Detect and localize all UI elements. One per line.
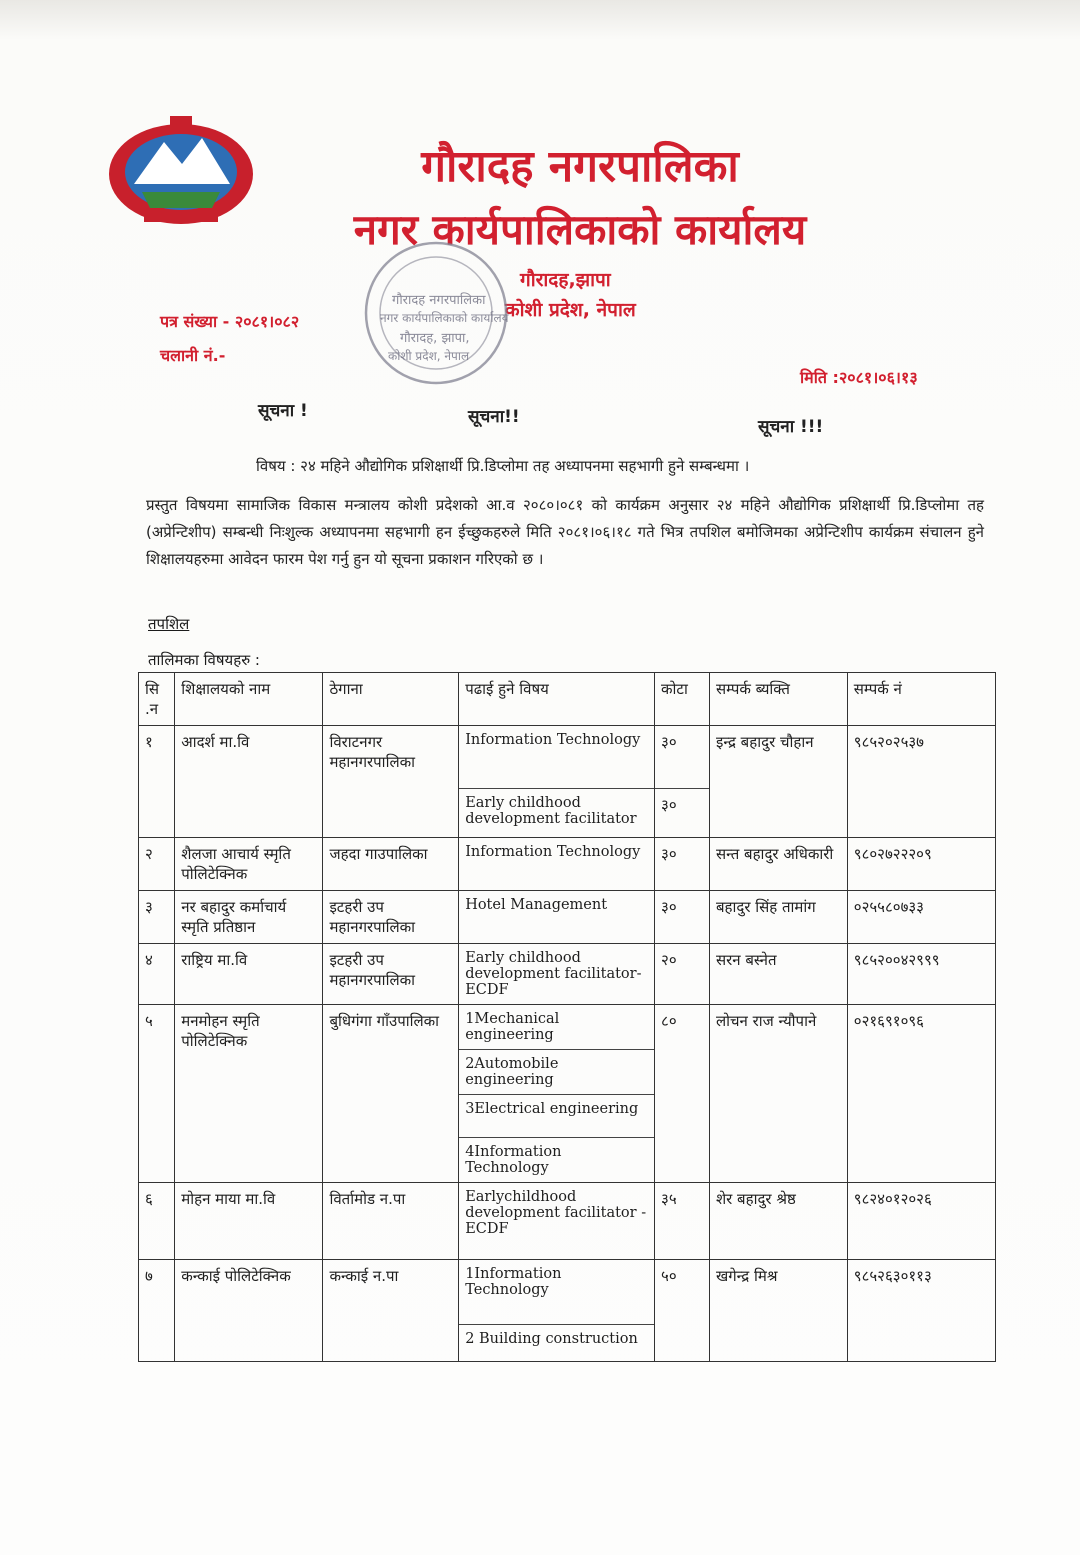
row-quota: ३० <box>655 891 710 944</box>
row-subjects: Hotel Management <box>459 891 655 944</box>
col-header-quota: कोटा <box>655 673 710 726</box>
reference-number: पत्र संख्या - २०८१।०८२ <box>160 312 300 331</box>
stamp-text-4: कोशी प्रदेश, नेपाल <box>388 349 470 363</box>
subject-item: 1Information Technology <box>459 1260 654 1325</box>
row-quota: ५० <box>655 1260 710 1362</box>
letter-subject: विषय : २४ महिने औद्योगिक प्रशिक्षार्थी प्रि.डिप्लोमा तह अध्यापनमा सहभागी हुने सम्बन्धमा । <box>256 457 750 475</box>
row-quota: २० <box>655 944 710 1005</box>
table-header-row <box>139 673 996 726</box>
table-row <box>139 1183 996 1260</box>
row-contact-number: ९८०२७२२२०९ <box>847 838 995 891</box>
col-header-sn: सि .न <box>139 673 175 726</box>
row-sn: १ <box>139 726 175 838</box>
dispatch-number: चलानी नं.- <box>160 346 226 365</box>
notice-heading-1: सूचना ! <box>258 401 308 421</box>
row-quota: ३५ <box>655 1183 710 1260</box>
subject-item: 2Automobile engineering <box>459 1050 654 1095</box>
row-contact-person: शेर बहादुर श्रेष्ठ <box>709 1183 847 1260</box>
stamp-text-2: नगर कार्यपालिकाको कार्यालय <box>380 311 509 325</box>
col-header-contact-person: सम्पर्क ब्यक्ति <box>709 673 847 726</box>
row-school: नर बहादुर कर्माचार्य स्मृति प्रतिष्ठान <box>175 891 323 944</box>
row-sn: ३ <box>139 891 175 944</box>
row-contact-number: ९८२४०१२०२६ <box>847 1183 995 1260</box>
row-subjects: Information Technology <box>459 838 655 891</box>
row-sn: ७ <box>139 1260 175 1362</box>
row-address: विराटनगर महानगरपालिका <box>323 726 459 838</box>
row-subjects <box>459 1005 655 1183</box>
row-subjects: Earlychildhood development facilitator -ECDF <box>459 1183 655 1260</box>
notice-heading-2: सूचना!! <box>468 407 520 427</box>
row-address: इटहरी उप महानगरपालिका <box>323 891 459 944</box>
row-quota: ८० <box>655 1005 710 1183</box>
table-row <box>139 1005 996 1183</box>
row-contact-person: इन्द्र बहादुर चौहान <box>709 726 847 838</box>
row-subjects: Early childhood development facilitator-ECDF <box>459 944 655 1005</box>
row-school: राष्ट्रिय मा.वि <box>175 944 323 1005</box>
address-line-1: गौरादह,झापा <box>520 269 611 291</box>
row-contact-person: सरन बस्नेत <box>709 944 847 1005</box>
col-header-school: शिक्षालयको नाम <box>175 673 323 726</box>
letter-date: मिति :२०८१।०६।१३ <box>800 368 918 387</box>
address-line-2: कोशी प्रदेश, नेपाल <box>505 299 636 321</box>
table-row <box>139 1260 996 1362</box>
letter-body: प्रस्तुत विषयमा सामाजिक विकास मन्त्रालय कोशी प्रदेशको आ.व २०८०।०८१ को कार्यक्रम अनुसार २४ महिने औद्योगिक प्रशिक्षार्थी प्रि.डिप्लोमा तह (अप्रेन्टिशीप) सम्बन्धी निःशुल्क अध्यापनमा सहभागी हन ईच्छुकहरुले मिति २०८१।०६।१८ गते भित्र तपशिल बमोजिमका अप्रेन्टिशीप कार्यक्रम संचालन हुने शिक्षालयहरुमा आवेदन फारम पेश गर्नु हुन यो सूचना प्रकाशन गरिएको छ । <box>146 496 984 568</box>
table-row <box>139 726 996 838</box>
stamp-text-3: गौरादह, झापा, <box>400 331 470 346</box>
quota-item: ३० <box>661 796 677 814</box>
notice-heading-3: सूचना !!! <box>758 417 824 437</box>
stamp-text-1: गौरादह नगरपालिका <box>392 293 486 308</box>
row-address: कन्काई न.पा <box>323 1260 459 1362</box>
row-subjects <box>459 1260 655 1362</box>
subject-item: 2 Building construction <box>465 1331 638 1347</box>
col-header-contact-number: सम्पर्क नं <box>847 673 995 726</box>
row-contact-person: सन्त बहादुर अधिकारी <box>709 838 847 891</box>
row-contact-number: ०२५५८०७३३ <box>847 891 995 944</box>
subject-item: Early childhood development facilitator <box>465 795 637 827</box>
row-school: मोहन माया मा.वि <box>175 1183 323 1260</box>
row-quota <box>655 726 710 838</box>
row-school: मनमोहन स्मृति पोलिटेक्निक <box>175 1005 323 1183</box>
row-address: विर्तामोड न.पा <box>323 1183 459 1260</box>
training-heading: तालिमका विषयहरु : <box>148 651 260 669</box>
row-contact-person: लोचन राज न्यौपाने <box>709 1005 847 1183</box>
subject-item: 3Electrical engineering <box>459 1095 654 1138</box>
col-header-subject: पढाई हुने विषय <box>459 673 655 726</box>
row-sn: ५ <box>139 1005 175 1183</box>
office-stamp-icon <box>352 238 520 388</box>
training-table <box>138 672 996 1362</box>
row-address: जहदा गाउपालिका <box>323 838 459 891</box>
subject-item: Information Technology <box>459 726 654 789</box>
row-address: इटहरी उप महानगरपालिका <box>323 944 459 1005</box>
quota-item: ३० <box>655 726 709 789</box>
row-quota: ३० <box>655 838 710 891</box>
row-contact-number: ९८५२०२५३७ <box>847 726 995 838</box>
subject-item: 1Mechanical engineering <box>459 1005 654 1050</box>
table-row <box>139 891 996 944</box>
row-address: बुधिगंगा गाँउपालिका <box>323 1005 459 1183</box>
details-label: तपशिल <box>148 615 190 633</box>
row-contact-person: बहादुर सिंह तामांग <box>709 891 847 944</box>
row-sn: ६ <box>139 1183 175 1260</box>
row-school: आदर्श मा.वि <box>175 726 323 838</box>
row-contact-number: ०२१६९१०९६ <box>847 1005 995 1183</box>
col-header-address: ठेगाना <box>323 673 459 726</box>
row-school: शैलजा आचार्य स्मृति पोलिटेक्निक <box>175 838 323 891</box>
office-title: नगर कार्यपालिकाको कार्यालय <box>353 205 807 254</box>
row-school: कन्काई पोलिटेक्निक <box>175 1260 323 1362</box>
table-row <box>139 838 996 891</box>
row-sn: २ <box>139 838 175 891</box>
subject-item: 4Information Technology <box>465 1144 562 1176</box>
row-contact-number: ९८५२६३०११३ <box>847 1260 995 1362</box>
row-contact-number: ९८५२००४२९९९ <box>847 944 995 1005</box>
row-sn: ४ <box>139 944 175 1005</box>
municipality-title: गौरादह नगरपालिका <box>421 141 739 192</box>
table-row <box>139 944 996 1005</box>
row-contact-person: खगेन्द्र मिश्र <box>709 1260 847 1362</box>
row-subjects <box>459 726 655 838</box>
